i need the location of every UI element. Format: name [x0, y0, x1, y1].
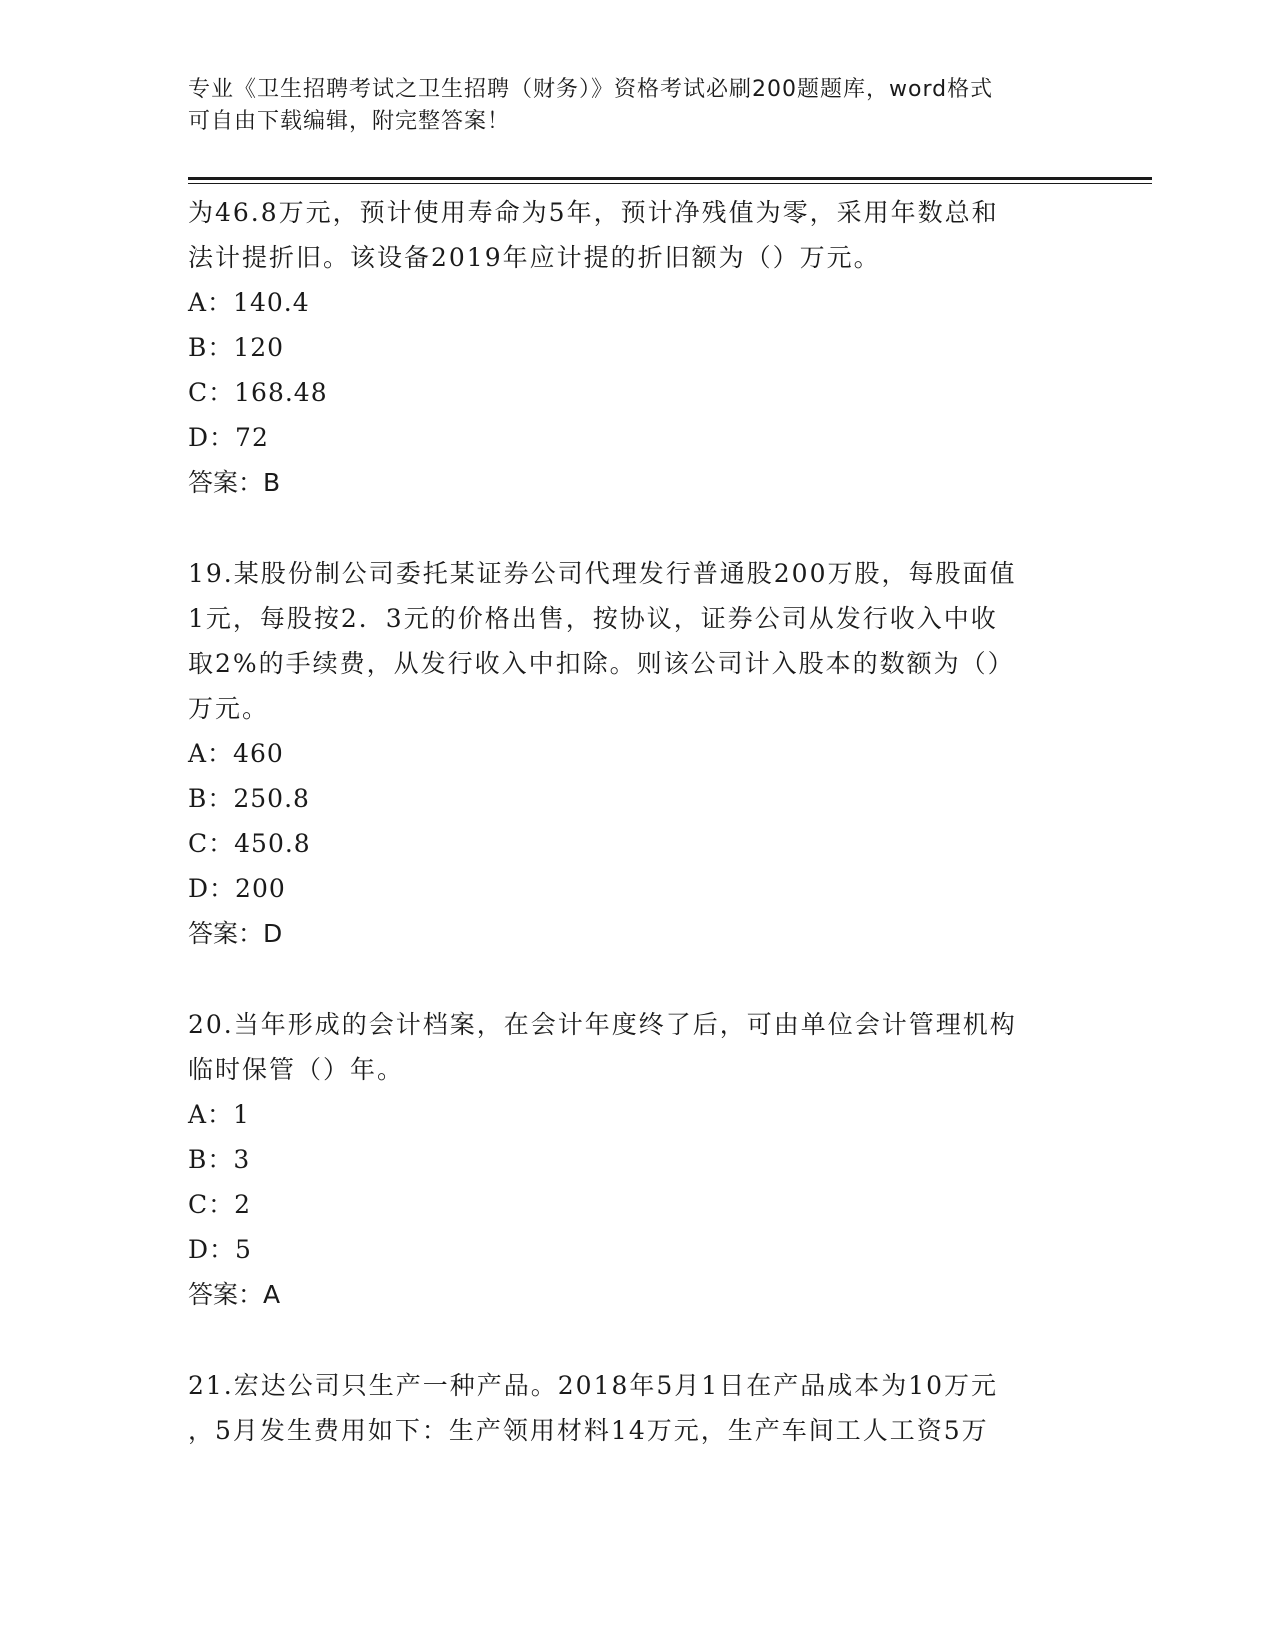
- header-divider-thick: [188, 177, 1152, 180]
- header-title-line-2: 可自由下载编辑，附完整答案！: [188, 109, 511, 134]
- question-text-line: 21.宏达公司只生产一种产品。2018年5月1日在产品成本为10万元: [188, 1371, 999, 1400]
- option-c: C：168.48: [188, 378, 328, 407]
- question-text-line: 取2%的手续费，从发行收入中扣除。则该公司计入股本的数额为（）: [188, 649, 1015, 678]
- question-spacer: [188, 505, 1078, 551]
- header-divider-thin: [188, 183, 1152, 184]
- question-18: [188, 190, 1078, 505]
- document-header: [188, 74, 1068, 138]
- option-a: A：1: [188, 1100, 250, 1129]
- question-20: [188, 1002, 1078, 1317]
- question-text-line: 20.当年形成的会计档案，在会计年度终了后，可由单位会计管理机构: [188, 1010, 1017, 1039]
- answer-label: 答案：A: [188, 1280, 281, 1309]
- question-text-line: 为46.8万元，预计使用寿命为5年，预计净残值为零，采用年数总和: [188, 198, 999, 227]
- question-spacer: [188, 1317, 1078, 1363]
- option-d: D：200: [188, 874, 286, 903]
- answer-label: 答案：B: [188, 468, 281, 497]
- option-c: C：450.8: [188, 829, 311, 858]
- answer-label: 答案：D: [188, 919, 283, 948]
- question-text-line: 万元。: [188, 694, 270, 723]
- option-d: D：72: [188, 423, 269, 452]
- question-text-line: 1元，每股按2．3元的价格出售，按协议，证券公司从发行收入中收: [188, 604, 998, 633]
- header-title-line-1: 专业《卫生招聘考试之卫生招聘（财务）》资格考试必刷200题题库，word格式: [188, 77, 994, 102]
- option-b: B：250.8: [188, 784, 310, 813]
- question-19: [188, 551, 1078, 956]
- question-spacer: [188, 956, 1078, 1002]
- question-text-line: 法计提折旧。该设备2019年应计提的折旧额为（）万元。: [188, 243, 881, 272]
- question-21: [188, 1363, 1078, 1453]
- option-b: B：120: [188, 333, 285, 362]
- option-a: A：140.4: [188, 288, 310, 317]
- question-text-line: 19.某股份制公司委托某证券公司代理发行普通股200万股，每股面值: [188, 559, 1017, 588]
- option-a: A：460: [188, 739, 284, 768]
- option-c: C：2: [188, 1190, 252, 1219]
- question-list: [188, 190, 1078, 1453]
- option-d: D：5: [188, 1235, 252, 1264]
- question-text-line: ，5月发生费用如下：生产领用材料14万元，生产车间工人工资5万: [188, 1416, 989, 1445]
- option-b: B：3: [188, 1145, 251, 1174]
- question-text-line: 临时保管（）年。: [188, 1055, 405, 1084]
